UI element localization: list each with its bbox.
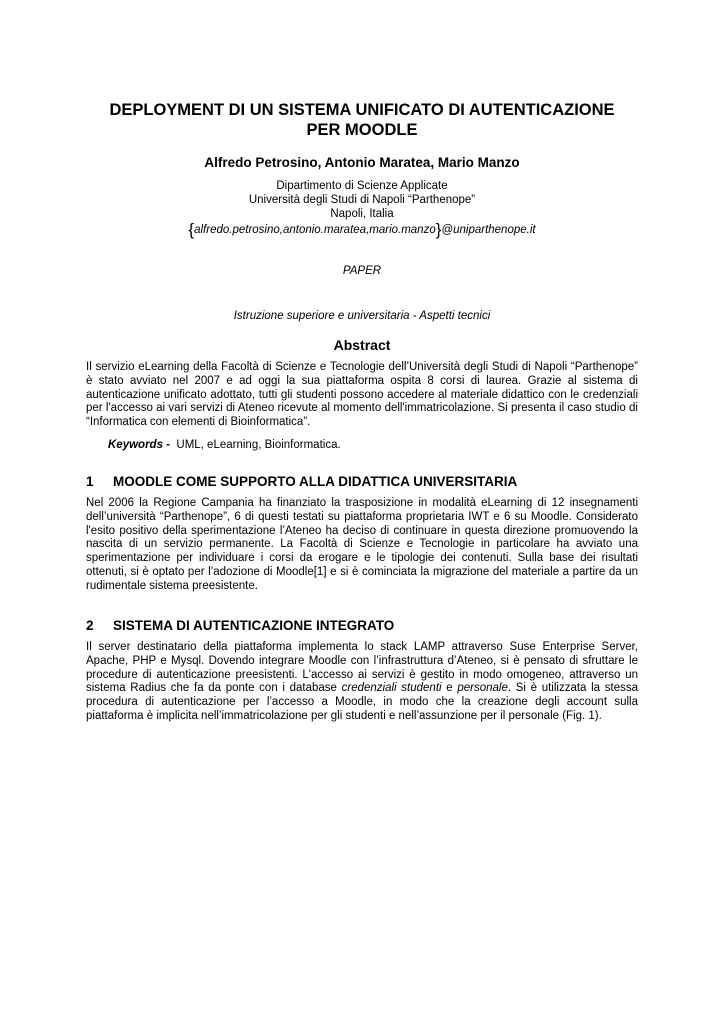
paper-title	[80, 100, 644, 140]
section-2-text-a: Il server destinatario della piattaforma implementa lo stack LAMP attraverso Suse Enterprise Server, Apache, PHP e Mysql. Dovendo integrare Moodle con l’infrastruttura d’Ateneo, si è pensato di sfruttare le procedure di autenticazione preesistenti. L'accesso ai servizi è gestito in modo omogeneo, attraverso un sistema Radius che fa da ponte con i database	[86, 641, 638, 695]
section-2-text-b: e	[441, 682, 458, 695]
title-line-1: DEPLOYMENT DI UN SISTEMA UNIFICATO DI AUTENTICAZIONE	[109, 101, 615, 119]
abstract-text: Il servizio eLearning della Facoltà di Scienze e Tecnologie dell’Università degli Studi di Napoli “Parthenope” è stato avviato nel 2007 e ad oggi la sua piattaforma ospita 8 corsi di laurea. Grazie al sistema di autenticazione unificato adottato, tutti gli studenti possono accedere al materiale didattico con le credenziali per l'accesso ai vari servizi di Ateneo ricevute al momento dell'immatricolazione. Si presenta il caso studio di “Informatica con elementi di Bioinformatica”.	[86, 361, 638, 429]
keywords	[108, 439, 341, 451]
email-names: alfredo.petrosino,antonio.maratea,mario.manzo	[194, 224, 436, 236]
section-2-number: 2	[86, 618, 94, 633]
email-brace-close: }	[435, 220, 442, 239]
author-emails	[80, 221, 644, 239]
section-2-emphasis-1: credenziali studenti	[341, 682, 442, 695]
keywords-value: UML, eLearning, Bioinformatica.	[176, 439, 341, 451]
city: Napoli, Italia	[330, 208, 394, 220]
section-2-title: SISTEMA DI AUTENTICAZIONE INTEGRATO	[113, 618, 395, 633]
email-domain: @uniparthenope.it	[441, 224, 536, 236]
affiliation	[80, 179, 644, 221]
university: Università degli Studi di Napoli “Parthenope”	[248, 194, 476, 206]
email-brace-open: {	[188, 220, 195, 239]
paper-topic: Istruzione superiore e universitaria - Aspetti tecnici	[233, 310, 491, 322]
section-1-number: 1	[86, 474, 94, 489]
title-line-2: PER MOODLE	[306, 121, 418, 139]
section-2-emphasis-2: personale	[457, 682, 508, 695]
section-1-title: MOODLE COME SUPPORTO ALLA DIDATTICA UNIVERSITARIA	[113, 474, 518, 489]
department: Dipartimento di Scienze Applicate	[276, 180, 448, 192]
section-1-text: Nel 2006 la Regione Campania ha finanziato la trasposizione in modalità eLearning di 12 insegnamenti dell’università “Parthenope”, 6 di questi testati su piattaforma proprietaria IWT e 6 su Moodle. Considerato l'esito positivo della sperimentazione l’Ateneo ha deciso di continuare in questa direzione promuovendo la nascita di un servizio permanente. La Facoltà di Scienze e Tecnologie in particolare ha avviato una sperimentazione per individuare i corsi da erogare e le tipologie dei contenuti. Sulla base dei risultati ottenuti, si è optato per l’adozione di Moodle[1] e si è cominciata la migrazione del materiale a partire da un rudimentale sistema preesistente.	[86, 497, 638, 592]
keywords-label: Keywords -	[108, 439, 170, 451]
section-2-text	[86, 641, 638, 724]
section-1-heading	[86, 474, 638, 489]
section-2-heading	[86, 618, 638, 633]
section-2-text-c: . Si è utilizzata la stessa procedura di autenticazione per l’accesso a Moodle, in modo che la creazione degli account sulla piattaforma è implicita nell’immatricolazione per gli studenti e nell’assunzione per il personale (Fig. 1).	[86, 682, 638, 722]
author-list: Alfredo Petrosino, Antonio Maratea, Mario Manzo	[204, 155, 520, 170]
abstract-heading: Abstract	[333, 337, 391, 353]
paper-type: PAPER	[342, 265, 382, 277]
